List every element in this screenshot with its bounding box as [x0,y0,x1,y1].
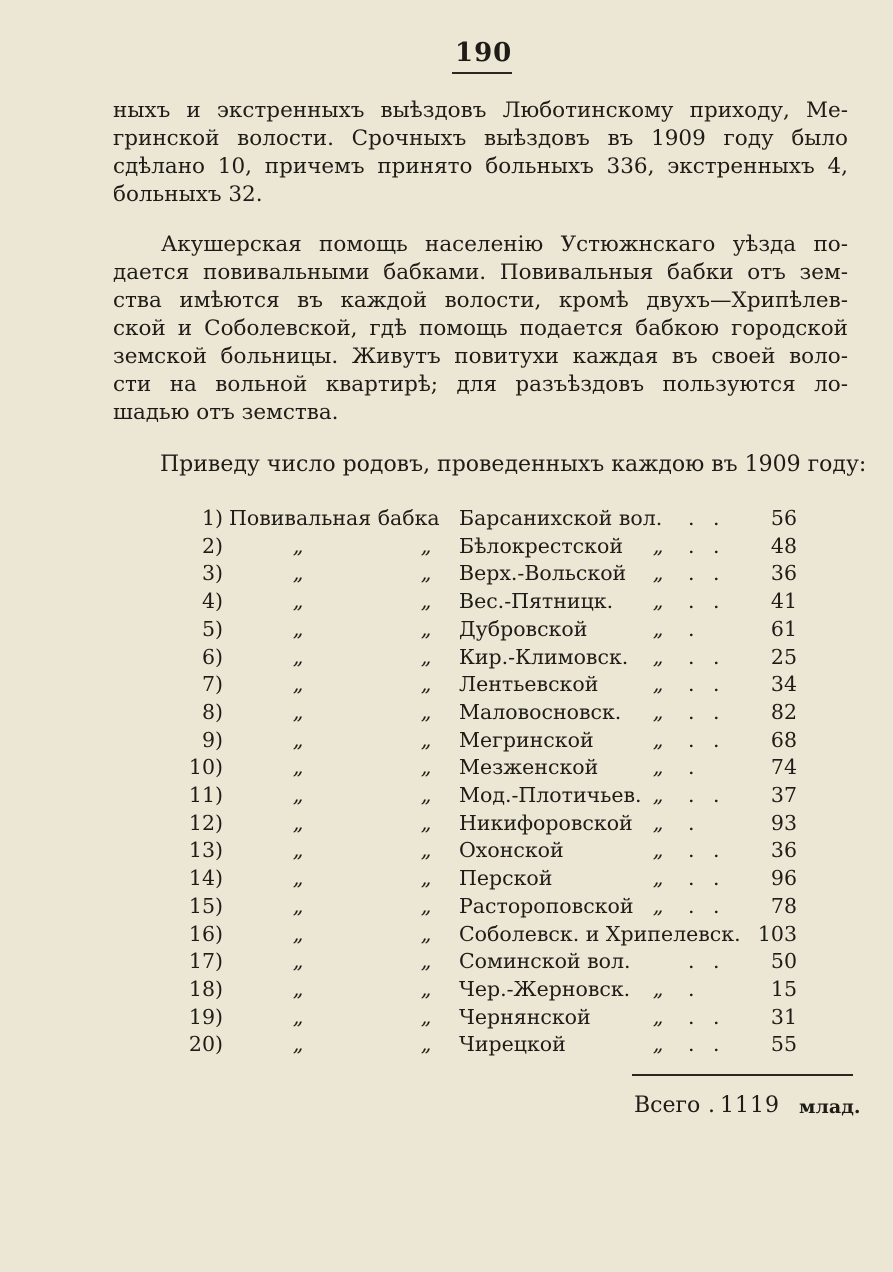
ditto-mark: „ [420,921,432,946]
leader-dots: . . [688,1004,726,1029]
leader-dots: . . [688,949,726,974]
ditto-mark: „ [652,976,664,1001]
row-number: 17) [188,949,223,974]
table-row [0,755,893,783]
leader-dots: . . [688,699,726,724]
ditto-mark: „ [420,672,432,697]
ditto-mark: „ [292,672,304,697]
row-number: 8) [201,699,223,724]
ditto-mark: „ [292,783,304,807]
ditto-mark: „ [420,533,432,558]
table-intro: Приведу число родовъ, проведенныхъ каждою въ 1909 году: [160,452,867,477]
table-row [0,783,893,811]
volost-name: Чирецкой [459,1032,566,1057]
text-line: гринской волости. Срочныхъ выѣздовъ въ 1909 году было [113,126,848,151]
table-row [0,1032,893,1060]
ditto-mark: „ [292,866,304,891]
leader-dots: . [688,616,701,641]
volost-name: Никифоровской [459,810,633,835]
table-row [0,700,893,728]
births-count: 103 [757,921,797,946]
births-count: 56 [770,506,797,530]
text-line: ныхъ и экстренныхъ выѣздовъ Люботинскому приходу, Ме- [113,98,848,123]
paragraph-1 [113,97,848,209]
table-row [0,866,893,894]
row-number: 11) [188,783,223,807]
ditto-mark: „ [420,866,432,891]
table-row [0,811,893,839]
text-line: ства имѣются въ каждой волости, кромѣ двухъ—Хрипѣлев- [113,288,848,313]
ditto-mark: „ [420,1004,432,1029]
ditto-mark: „ [420,838,432,863]
text-line: сти на вольной квартирѣ; для разъѣздовъ пользуются ло- [113,372,848,397]
text-line: сдѣлано 10, причемъ принято больныхъ 336, экстренныхъ 4, [113,154,848,179]
total-label: Всего [634,1093,701,1118]
table-row [0,589,893,617]
ditto-mark: „ [292,810,304,835]
ditto-mark: „ [292,561,304,586]
text-line: земской больницы. Живутъ повитухи каждая въ своей воло- [113,344,848,369]
births-count: 15 [770,976,797,1001]
births-count: 41 [770,589,797,614]
total-dot: . [708,1093,715,1118]
ditto-mark: „ [292,616,304,641]
volost-name: Вес.-Пятницк. [459,589,614,614]
midwife-label: Повивальная бабка [229,506,440,530]
ditto-mark: „ [292,1004,304,1029]
ditto-mark: „ [420,699,432,724]
ditto-mark: „ [292,949,304,974]
births-count: 55 [770,1032,797,1057]
paragraph-2 [113,231,848,427]
ditto-mark: „ [652,1032,664,1057]
ditto-mark: „ [652,866,664,891]
table-row [0,506,893,534]
ditto-mark: „ [420,810,432,835]
ditto-mark: „ [652,561,664,586]
births-count: 34 [770,672,797,697]
text-line: ской и Соболевской, гдѣ помощь подается бабкою городской [113,316,848,341]
births-count: 48 [770,533,797,558]
leader-dots: . . [688,533,726,558]
text-line: шадью отъ земства. [113,400,339,425]
ditto-mark: „ [420,949,432,974]
ditto-mark: „ [292,533,304,558]
births-count: 96 [770,866,797,891]
births-count: 37 [770,783,797,807]
ditto-mark: „ [292,1032,304,1057]
table-row [0,561,893,589]
ditto-mark: „ [652,699,664,724]
row-number: 10) [188,755,223,780]
table-row [0,977,893,1005]
volost-name: Растороповской [459,893,634,918]
ditto-mark: „ [652,533,664,558]
leader-dots: . . [688,561,726,586]
row-number: 6) [201,644,223,669]
ditto-mark: „ [420,616,432,641]
row-number: 13) [188,838,223,863]
row-number: 19) [188,1004,223,1029]
births-count: 93 [770,810,797,835]
births-count: 31 [770,1004,797,1029]
ditto-mark: „ [420,783,432,807]
ditto-mark: „ [652,893,664,918]
table-row [0,922,893,950]
volost-name: Чер.-Жерновск. [459,976,631,1001]
ditto-mark: „ [652,810,664,835]
row-number: 7) [201,672,223,697]
leader-dots: . . [688,893,726,918]
total-rule [632,1074,853,1076]
ditto-mark: „ [420,727,432,752]
volost-name: Соболевск. и Хрипелевск. [459,921,741,946]
leader-dots: . . [688,783,726,807]
volost-name: Чернянской [459,1004,591,1029]
leader-dots: . [688,810,701,835]
leader-dots: . . [688,506,726,530]
ditto-mark: „ [292,699,304,724]
ditto-mark: „ [652,589,664,614]
volost-name: Перской [459,866,553,891]
row-number: 14) [188,866,223,891]
ditto-mark: „ [292,893,304,918]
table-row [0,534,893,562]
text-line: дается повивальными бабками. Повивальныя бабки отъ зем- [113,260,848,285]
page-number: 190 [455,38,513,68]
ditto-mark: „ [652,783,664,807]
ditto-mark: „ [420,755,432,780]
leader-dots: . . [688,589,726,614]
births-count: 74 [770,755,797,780]
table-row [0,617,893,645]
row-number: 12) [188,810,223,835]
volost-name: Верх.-Вольской [459,561,627,586]
births-count: 25 [770,644,797,669]
leader-dots: . . [688,838,726,863]
row-number: 15) [188,893,223,918]
total-value: 1119 [720,1093,780,1118]
row-number: 2) [201,533,223,558]
leader-dots: . . [688,1032,726,1057]
ditto-mark: „ [292,921,304,946]
table-row [0,728,893,756]
ditto-mark: „ [652,838,664,863]
row-number: 4) [201,589,223,614]
ditto-mark: „ [652,727,664,752]
births-count: 36 [770,561,797,586]
row-number: 20) [188,1032,223,1057]
volost-name: Соминской вол. [459,949,631,974]
volost-name: Охонской [459,838,564,863]
births-count: 61 [770,616,797,641]
ditto-mark: „ [292,755,304,780]
ditto-mark: „ [292,589,304,614]
volost-name: Мод.-Плотичьев. [459,783,642,807]
ditto-mark: „ [652,755,664,780]
births-count: 82 [770,699,797,724]
table-row [0,645,893,673]
leader-dots: . . [688,644,726,669]
row-number: 9) [201,727,223,752]
births-count: 36 [770,838,797,863]
table-row [0,838,893,866]
ditto-mark: „ [420,589,432,614]
total-unit: млад. [799,1096,861,1118]
ditto-mark: „ [420,1032,432,1057]
volost-name: Лентьевской [459,672,599,697]
volost-name: Бѣлокрестской [459,533,623,558]
leader-dots: . . [688,727,726,752]
ditto-mark: „ [420,644,432,669]
row-number: 1) [201,506,223,530]
volost-name: Барсанихской вол. [459,506,663,530]
row-number: 5) [201,616,223,641]
ditto-mark: „ [292,727,304,752]
ditto-mark: „ [420,561,432,586]
table-row [0,1005,893,1033]
volost-name: Маловосновск. [459,699,622,724]
births-count: 78 [770,893,797,918]
ditto-mark: „ [652,616,664,641]
text-line: больныхъ 32. [113,182,263,207]
ditto-mark: „ [652,672,664,697]
leader-dots: . . [688,866,726,891]
table-row [0,949,893,977]
ditto-mark: „ [292,976,304,1001]
ditto-mark: „ [420,976,432,1001]
volost-name: Мезженской [459,755,599,780]
leader-dots: . . [688,672,726,697]
volost-name: Мегринской [459,727,594,752]
births-count: 50 [770,949,797,974]
table-row [0,672,893,700]
ditto-mark: „ [292,838,304,863]
row-number: 18) [188,976,223,1001]
leader-dots: . [688,755,701,780]
row-number: 3) [201,561,223,586]
page-number-rule [452,72,512,74]
text-line: Акушерская помощь населенію Устюжнскаго уѣзда по- [161,232,848,257]
ditto-mark: „ [652,644,664,669]
births-count: 68 [770,727,797,752]
volost-name: Кир.-Климовск. [459,644,629,669]
leader-dots: . [688,976,701,1001]
ditto-mark: „ [420,893,432,918]
ditto-mark: „ [652,1004,664,1029]
ditto-mark: „ [292,644,304,669]
table-row [0,894,893,922]
row-number: 16) [188,921,223,946]
volost-name: Дубровской [459,616,588,641]
